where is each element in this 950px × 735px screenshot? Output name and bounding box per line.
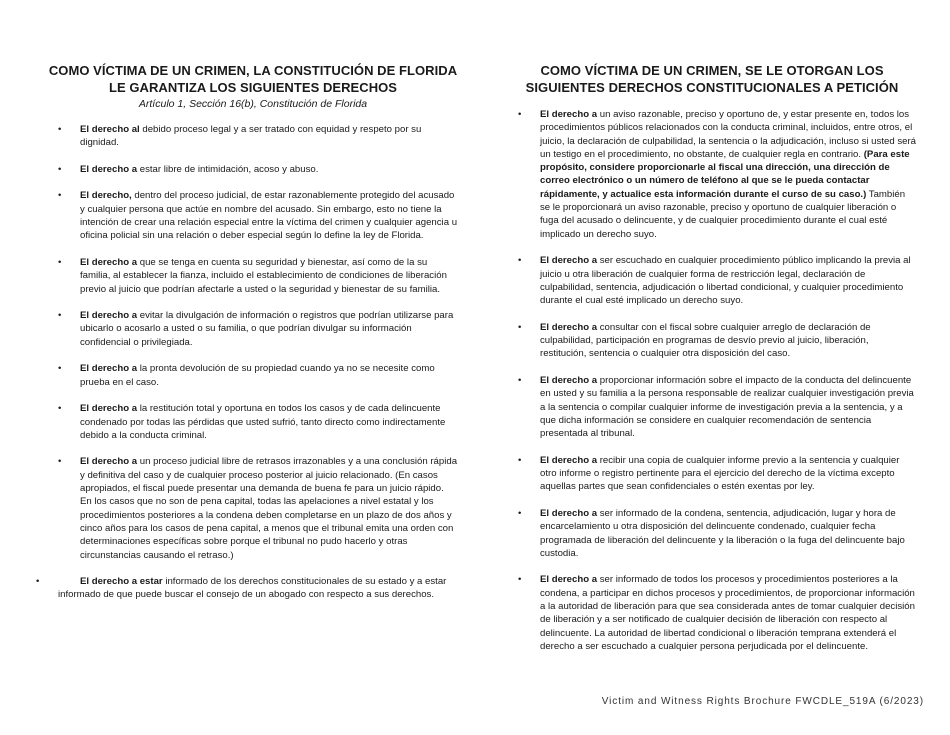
list-item [48, 455, 458, 561]
right-heading: COMO VÍCTIMA DE UN CRIMEN, SE LE OTORGAN LOS SIGUIENTES DERECHOS CONSTITUCIONALES A PETICIÓN [525, 63, 899, 95]
right-text: un proceso judicial libre de retrasos irrazonables y a una conclusión rápida y definitiva del caso y de cualquier proceso posterior al juicio relacionado. (En casos apropiados, el fiscal puede presentar una demanda de buena fe para un juicio rápido. En los casos que no son de pena capital, todas las apelaciones a nivel estatal y los procedimientos posteriores a la condena deben completarse en un plazo de dos años y cinco años para los casos de pena capital, a menos que el tribunal emita una orden con determinaciones específicas sobre porque el tribunal no pudo hacerlo y otras circunstancias causando el retraso.) [80, 456, 458, 561]
right-text: debido proceso legal y a ser tratado con equidad y respeto por su dignidad. [80, 124, 422, 149]
list-item [48, 123, 458, 150]
bullet-icon: • [518, 574, 522, 586]
list-item [508, 108, 916, 241]
list-item [508, 374, 916, 440]
footer-form-id: Victim and Witness Rights Brochure FWCDLE_519A (6/2023) [601, 696, 924, 707]
bullet-icon: • [518, 109, 522, 120]
bullet-icon: • [58, 124, 62, 135]
right-text: ser escuchado en cualquier procedimiento público implicando la previa al juicio u otra liberación de cualquier forma de restricción legal, declaración de culpabilidad, sentencia, adjudicación o libertad condicional, y cualquier procedimiento durante el cual esté implicado un derecho suyo. [540, 255, 911, 307]
right-prefix: El derecho a [80, 310, 138, 322]
bullet-icon: • [518, 507, 522, 519]
left-column [36, 62, 458, 615]
bullet-icon: • [518, 374, 522, 386]
right-text: consultar con el fiscal sobre cualquier arreglo de declaración de culpabilidad, participación en programas de desvío previo al juicio, liberación, restitución, sentencia o cualquier otra disposición del caso. [540, 321, 871, 360]
right-prefix: El derecho a [540, 321, 598, 333]
right-prefix: El derecho a [540, 574, 598, 586]
right-text: la pronta devolución de su propiedad cuando ya no se necesite como prueba en el caso. [80, 363, 435, 388]
right-prefix: El derecho a [80, 256, 138, 268]
right-text: dentro del proceso judicial, de estar razonablemente protegido del acusado y cualquier persona que actúe en nombre del acusado. Sin embargo, esto no tiene la intención de crear una relación especial entre la víctima del crimen y cualquier agencia u oficina policial sin una relación o deber especial según lo define la ley de Florida. [80, 190, 458, 242]
right-text: proporcionar información sobre el impacto de la conducta del delincuente en usted y su familia a la persona responsable de realizar cualquier investigación previa a la sentencia o compilar cualquier informe de investigación previa a la sentencia, y a que dicha información se considere en cualquier recomendación de sentencia presentada al tribunal. [540, 374, 914, 440]
right-text-after: También se le proporcionará un aviso razonable, preciso y oportuno de cualquier liberación o fuga del acusado o delincuente, y de cualquier procedimiento durante el cual esté implicado un derecho suyo. [540, 188, 906, 240]
right-text: ser informado de la condena, sentencia, adjudicación, lugar y hora de encarcelamiento u otra disposición del delincuente condenado, cualquier fecha programada de liberación del delincuente y la liberación o la fuga del delincuente bajo custodia. [540, 507, 905, 559]
right-text: informado de los derechos constitucionales de su estado y a estar informado de que puede buscar el consejo de un abogado con respecto a sus derechos. [58, 576, 447, 601]
list-item [508, 454, 916, 494]
right-text: evitar la divulgación de información o registros que podrían utilizarse para ubicarlo o acosarlo a usted o su familia, o que podrían divulgar su información confidencial o privilegiada. [80, 310, 454, 348]
bullet-icon: • [518, 321, 522, 333]
right-prefix: El derecho al [80, 124, 140, 135]
bullet-icon: • [58, 456, 62, 468]
list-item [48, 163, 458, 176]
right-prefix: El derecho, [80, 190, 132, 202]
list-item [48, 309, 458, 349]
right-text: recibir una copia de cualquier informe previo a la sentencia y cualquier otro informe o registro pertinente para el ejercicio del derecho de la víctima excepto aquellas partes que sean confidenciales o estén exentas por ley. [540, 454, 900, 493]
list-item [508, 254, 916, 307]
list-item [508, 321, 916, 361]
bullet-icon: • [58, 190, 62, 202]
left-subheading: Artículo 1, Sección 16(b), Constitución de Florida [138, 98, 368, 110]
right-prefix: El derecho a [540, 374, 598, 386]
bullet-icon: • [58, 403, 62, 415]
right-prefix: El derecho a [540, 255, 598, 267]
bullet-icon: • [518, 454, 522, 466]
right-prefix: El derecho a [540, 507, 598, 519]
list-item [48, 189, 458, 242]
list-item [48, 256, 458, 296]
list-item [508, 507, 916, 560]
list-item [48, 362, 458, 389]
right-prefix: El derecho a [80, 363, 138, 375]
right-prefix: El derecho a [80, 456, 138, 468]
bullet-icon: • [36, 576, 40, 588]
right-prefix: El derecho a [540, 109, 598, 120]
list-item [48, 402, 458, 442]
right-text: estar libre de intimidación, acoso y abuso. [137, 163, 319, 175]
list-item [36, 575, 458, 602]
right-prefix: El derecho a [80, 163, 138, 175]
list-item [508, 573, 916, 653]
bullet-icon: • [58, 256, 62, 268]
left-rights-list [36, 123, 458, 602]
bullet-icon: • [518, 255, 522, 267]
right-emphasis: (Para este propósito, considere proporcionarle al fiscal una dirección, una dirección de correo electrónico o un número de teléfono al que se le pueda contactar rápidamente, y actualice esta información durante el curso de su caso.) [540, 148, 910, 200]
right-text: ser informado de todos los procesos y procedimientos posteriores a la condena, a participar en dichos procesos y procedimientos, de proporcionar información a la autoridad de liberación para que sea considerada antes de tomar cualquier decisión de liberación y a ser notificado de cualquier decisión de liberación con respecto al delincuente. La autoridad de libertad condicional o liberación temprana extenderá el derecho a ser escuchado a cualquier persona perjudicada por el delincuente. [540, 574, 915, 652]
right-column [508, 62, 916, 666]
left-heading: COMO VÍCTIMA DE UN CRIMEN, LA CONSTITUCIÓN DE FLORIDA LE GARANTIZA LOS SIGUIENTES DERECHOS [48, 63, 458, 95]
right-prefix: El derecho a [80, 403, 138, 415]
right-prefix: El derecho a estar [80, 576, 163, 588]
right-text: un aviso razonable, preciso y oportuno de, y estar presente en, todos los procedimientos públicos relacionados con la conducta criminal, incluidos, entre otros, el juicio, la declaración de culpabilidad, la sentencia o la adjudicación, incluso si usted será un testigo en el procedimiento, no obstante, de cualquier regla en contrario. [540, 109, 916, 160]
right-rights-list [508, 108, 916, 653]
right-text: la restitución total y oportuna en todos los casos y de cada delincuente condenado por todas las pérdidas que usted sufrió, tanto directo como indirectamente debido a la conducta criminal. [80, 403, 446, 441]
right-prefix: El derecho a [540, 454, 598, 466]
bullet-icon: • [58, 310, 62, 322]
right-text: que se tenga en cuenta su seguridad y bienestar, así como de la su familia, al establecer la fianza, incluido el establecimiento de condiciones de liberación previo al juicio que podrían afectarle a usted o la seguridad y bienestar de su familia. [80, 256, 447, 295]
bullet-icon: • [58, 163, 62, 175]
bullet-icon: • [58, 363, 62, 375]
